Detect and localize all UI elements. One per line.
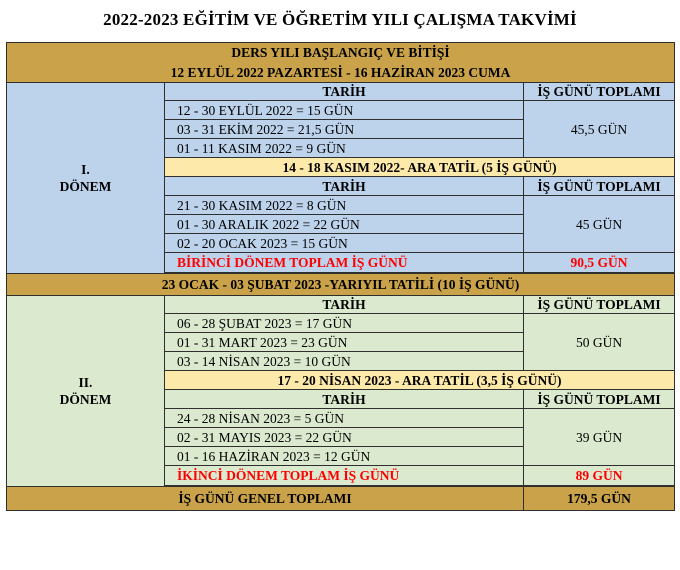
date-range-cell: 02 - 20 OCAK 2023 = 15 GÜN — [165, 234, 524, 253]
page-title: 2022-2023 EĞİTİM VE ÖĞRETİM YILI ÇALIŞMA TAKVİMİ — [103, 10, 577, 29]
term1-sum-value: 90,5 GÜN — [524, 253, 675, 273]
date-range-cell: 21 - 30 KASIM 2022 = 8 GÜN — [165, 196, 524, 215]
date-range-cell: 06 - 28 ŞUBAT 2023 = 17 GÜN — [165, 314, 524, 333]
subtotal-cell: 45,5 GÜN — [524, 101, 675, 158]
subtotal-cell: 39 GÜN — [524, 409, 675, 466]
grand-total-value: 179,5 GÜN — [524, 487, 675, 511]
grand-total-row — [7, 487, 675, 511]
term1-total-header-2: İŞ GÜNÜ TOPLAMI — [524, 177, 675, 196]
date-range-cell: 01 - 16 HAZİRAN 2023 = 12 GÜN — [165, 447, 524, 466]
term1-date-header: TARİH — [165, 83, 524, 101]
year-header-line2: 12 EYLÜL 2022 PAZARTESİ - 16 HAZİRAN 2023 CUMA — [7, 63, 675, 83]
term2-total-header: İŞ GÜNÜ TOPLAMI — [524, 296, 675, 314]
date-range-cell: 01 - 30 ARALIK 2022 = 22 GÜN — [165, 215, 524, 234]
term2-total-header-2: İŞ GÜNÜ TOPLAMI — [524, 390, 675, 409]
year-header-line1: DERS YILI BAŞLANGIÇ VE BİTİŞİ — [7, 43, 675, 63]
date-range-cell: 12 - 30 EYLÜL 2022 = 15 GÜN — [165, 101, 524, 120]
date-range-cell: 01 - 31 MART 2023 = 23 GÜN — [165, 333, 524, 352]
year-header-row-2 — [7, 63, 675, 83]
midyear-break-row — [7, 274, 675, 296]
subtotal-cell: 45 GÜN — [524, 196, 675, 253]
term2-label-text: DÖNEM — [59, 392, 112, 407]
term1-header-row — [7, 83, 675, 101]
term2-label-roman: II. — [78, 375, 93, 390]
term1-label-roman: I. — [81, 162, 90, 177]
term1-label — [7, 83, 165, 274]
term1-total-header: İŞ GÜNÜ TOPLAMI — [524, 83, 675, 101]
term2-date-header: TARİH — [165, 296, 524, 314]
subtotal-cell: 50 GÜN — [524, 314, 675, 371]
date-range-cell: 03 - 14 NİSAN 2023 = 10 GÜN — [165, 352, 524, 371]
term1-label-text: DÖNEM — [59, 179, 112, 194]
year-header-row — [7, 43, 675, 63]
date-range-cell: 01 - 11 KASIM 2022 = 9 GÜN — [165, 139, 524, 158]
date-range-cell: 02 - 31 MAYIS 2023 = 22 GÜN — [165, 428, 524, 447]
spring-break-label: 17 - 20 NİSAN 2023 - ARA TATİL (3,5 İŞ GÜNÜ) — [165, 371, 675, 390]
calendar-table — [6, 42, 675, 511]
date-range-cell: 24 - 28 NİSAN 2023 = 5 GÜN — [165, 409, 524, 428]
date-range-cell: 03 - 31 EKİM 2022 = 21,5 GÜN — [165, 120, 524, 139]
term1-sum-label: BİRİNCİ DÖNEM TOPLAM İŞ GÜNÜ — [165, 253, 524, 273]
term2-header-row — [7, 296, 675, 314]
term2-label — [7, 296, 165, 487]
term2-date-header-2: TARİH — [165, 390, 524, 409]
term2-sum-label: İKİNCİ DÖNEM TOPLAM İŞ GÜNÜ — [165, 466, 524, 486]
term2-sum-value: 89 GÜN — [524, 466, 675, 486]
term1-date-header-2: TARİH — [165, 177, 524, 196]
midyear-break-label: 23 OCAK - 03 ŞUBAT 2023 -YARIYIL TATİLİ (10 İŞ GÜNÜ) — [7, 274, 675, 296]
grand-total-label: İŞ GÜNÜ GENEL TOPLAMI — [7, 487, 524, 511]
midterm-break-label: 14 - 18 KASIM 2022- ARA TATİL (5 İŞ GÜNÜ) — [165, 158, 675, 177]
